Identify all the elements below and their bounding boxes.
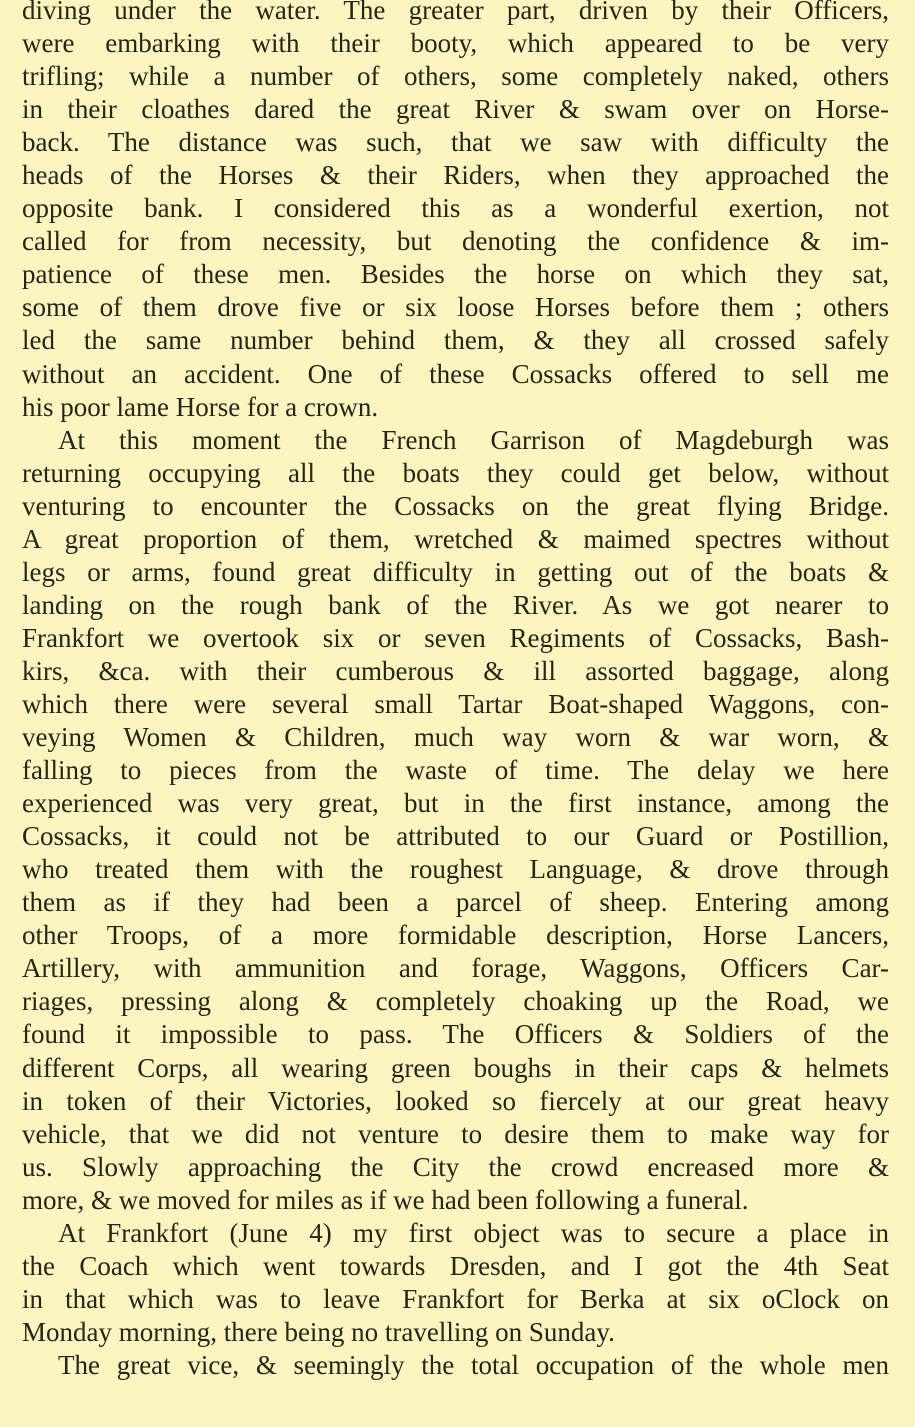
text-line: kirs, &ca. with their cumberous & ill assorted baggage, along xyxy=(22,655,889,686)
text-line: led the same number behind them, & they all crossed safely xyxy=(22,325,889,356)
text-line: patience of these men. Besides the horse on which they sat, xyxy=(22,259,889,290)
text-line: his poor lame Horse for a crown. xyxy=(22,391,379,422)
text-line: experienced was very great, but in the first instance, among the xyxy=(22,788,889,819)
text-line: back. The distance was such, that we saw with difficulty the xyxy=(22,127,889,158)
text-line: Cossacks, it could not be attributed to our Guard or Postillion, xyxy=(22,821,889,852)
text-line: The great vice, & seemingly the total occupation of the whole men xyxy=(58,1349,889,1380)
text-line: diving under the water. The greater part, driven by their Officers, xyxy=(22,0,889,25)
text-line: other Troops, of a more formidable description, Horse Lancers, xyxy=(22,920,889,951)
text-line: were embarking with their booty, which appeared to be very xyxy=(22,28,889,59)
text-line: without an accident. One of these Cossacks offered to sell me xyxy=(22,358,889,389)
text-line: veying Women & Children, much way worn & war worn, & xyxy=(22,722,889,753)
text-line: At Frankfort (June 4) my first object was to secure a place in xyxy=(58,1217,889,1248)
text-line: in that which was to leave Frankfort for Berka at six oClock on xyxy=(22,1283,889,1314)
text-line: trifling; while a number of others, some completely naked, others xyxy=(22,61,889,92)
text-line: called for from necessity, but denoting the confidence & im- xyxy=(22,226,889,257)
text-line: legs or arms, found great difficulty in getting out of the boats & xyxy=(22,556,889,587)
text-line: the Coach which went towards Dresden, and I got the 4th Seat xyxy=(22,1250,889,1281)
text-line: in token of their Victories, looked so fiercely at our great heavy xyxy=(22,1085,889,1116)
text-line: more, & we moved for miles as if we had been following a funeral. xyxy=(22,1184,749,1215)
text-line: falling to pieces from the waste of time. The delay we here xyxy=(22,755,889,786)
text-line: in their cloathes dared the great River & swam over on Horse- xyxy=(22,94,889,125)
text-line: who treated them with the roughest Language, & drove through xyxy=(22,854,889,885)
paragraph xyxy=(22,1349,889,1382)
text-line: some of them drove five or six loose Horses before them ; others xyxy=(22,292,889,323)
text-line: Artillery, with ammunition and forage, Waggons, Officers Car- xyxy=(22,953,889,984)
paragraph xyxy=(22,424,889,1217)
text-line: different Corps, all wearing green boughs in their caps & helmets xyxy=(22,1052,889,1083)
text-line: landing on the rough bank of the River. As we got nearer to xyxy=(22,589,889,620)
text-line: opposite bank. I considered this as a wonderful exertion, not xyxy=(22,193,889,224)
text-line: heads of the Horses & their Riders, when they approached the xyxy=(22,160,889,191)
text-line: Monday morning, there being no travelling on Sunday. xyxy=(22,1316,615,1347)
text-line: venturing to encounter the Cossacks on the great flying Bridge. xyxy=(22,490,889,521)
text-line: them as if they had been a parcel of sheep. Entering among xyxy=(22,887,889,918)
paragraph xyxy=(22,0,889,424)
text-line: Frankfort we overtook six or seven Regiments of Cossacks, Bash- xyxy=(22,622,889,653)
text-line: us. Slowly approaching the City the crowd encreased more & xyxy=(22,1151,889,1182)
paragraph xyxy=(22,1217,889,1349)
text-line: A great proportion of them, wretched & maimed spectres without xyxy=(22,523,889,554)
document-page xyxy=(22,0,889,1382)
text-line: found it impossible to pass. The Officers & Soldiers of the xyxy=(22,1019,889,1050)
text-line: which there were several small Tartar Boat-shaped Waggons, con- xyxy=(22,688,889,719)
text-line: returning occupying all the boats they could get below, without xyxy=(22,457,889,488)
text-line: vehicle, that we did not venture to desire them to make way for xyxy=(22,1118,889,1149)
text-line: At this moment the French Garrison of Magdeburgh was xyxy=(58,424,889,455)
text-line: riages, pressing along & completely choaking up the Road, we xyxy=(22,986,889,1017)
